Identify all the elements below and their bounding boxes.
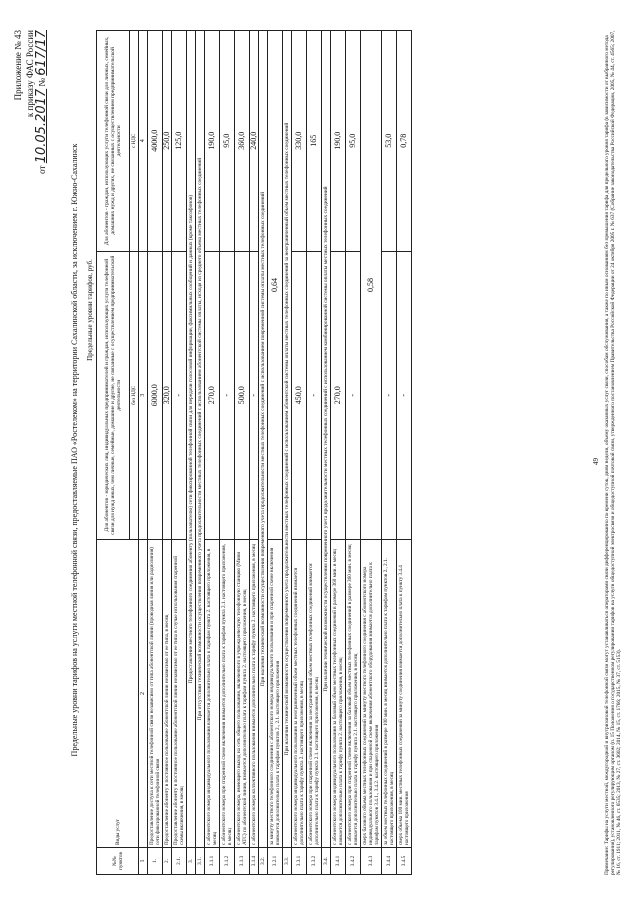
row-number: 3.1.2	[220, 848, 235, 875]
column-index: 4	[139, 31, 148, 252]
service-name: Предоставление абоненту в постоянное пользование абонентской линии независимо от ее типа, в месяц	[163, 540, 172, 848]
row-number: 3.	[187, 848, 196, 875]
units-label: Предельные уровни тарифов, руб.	[86, 259, 94, 361]
section-row	[196, 31, 205, 875]
table-row	[163, 31, 172, 875]
section-heading: Предоставление местного телефонного соединения абоненту (пользователю) сети фиксированной телефонной связи для передачи голосовой информации, факсимильных сообщений и данных (кроме таксофонов)	[187, 31, 196, 848]
number-prefix: №	[37, 78, 47, 87]
row-number: 3.4.4	[382, 848, 397, 875]
row-number: 1.	[148, 848, 163, 875]
row-number: 3.3.2	[307, 848, 322, 875]
tariff-value-b: 4000,0	[148, 31, 163, 252]
section-row	[259, 31, 268, 875]
col-a-header: Для абонентов - юридических лиц, индивидуальных предпринимателей и граждан, использующих услуги телефонной связи для нужд иных, чем личные, семейные, домашние и другие, не связанные с осуществлением предпринимательской деятельности	[97, 251, 130, 539]
table-row	[220, 31, 235, 875]
tariff-value-b: 250,0	[163, 31, 172, 252]
service-name: за минуту местного телефонного соединения с абонентского номера индивидуального пользования и при спаренной схеме включения взимается дополнительно плата к тарифам пунктов 2., 2.1. настоящего приложения	[268, 540, 283, 848]
row-number: 2.	[163, 848, 172, 875]
footnote-text: Тарифы на услуги местной, междугородной и внутризоновой телефонной связи могут устанавливаться операторами связи дифференцированно по времени суток, дням недели, объему оказанных услуг связи, способам обслуживания, а также по иным основаниям без превышения тарифа для предельного уровня тарифа (в зависимости от выбранного метода регулирования), установленного регулирующим органом (п. 15 Положения о государственном регулировании тарифов на услуги общедоступной электросвязи и общедоступной почтовой связи, утвержденного постановлением Правительства Российской Федерации от 24 октября 2005 г. № 637 (Собрание законодательства Российской Федерации, 2005, № 44, ст. 4565; 2007, № 16, ст. 1911; 2011, № 46, ст. 6535; 2013, № 27, ст. 3602; 2014, № 15, ст. 1766; 2015, № 37, ст. 5153).	[604, 30, 623, 875]
service-name: с абонентского номера коллективного пользования взимается дополнительно плата к тарифу пункта 2. настоящего приложения, в месяц	[250, 540, 259, 848]
table-row	[331, 31, 346, 875]
footnote	[604, 30, 623, 875]
col-b-subheader: с НДС	[130, 31, 139, 252]
row-number: 3.1.	[196, 848, 205, 875]
tariff-value-b: 95,0	[220, 31, 235, 252]
section-heading: При отсутствии технической возможности осуществления повременного учета продолжительности местных телефонных соединений с использованием абонентской системы оплаты, исходя из среднего объема местных телефонных соединений	[196, 31, 205, 848]
row-number: 3.3.	[283, 848, 292, 875]
row-number: 3.4.2	[346, 848, 361, 875]
date-prefix: от	[37, 165, 47, 174]
table-row	[235, 31, 250, 875]
section-heading: При наличии технической возможности осуществления повременного учета продолжительности местных телефонных соединений с использованием повременной системы оплаты местных телефонных соединений	[259, 31, 268, 848]
col-b-header: Для абонентов - граждан, использующих услуги телефонной связи для личных, семейных, домашних нужд и других, не связанных с осуществлением предпринимательской деятельности	[97, 31, 130, 252]
tariff-value-a: -	[250, 251, 259, 539]
order-date-line	[36, 30, 48, 240]
column-index: 2	[139, 540, 148, 848]
tariff-value: 0,64	[268, 31, 283, 540]
row-number: 2.1.	[172, 848, 187, 875]
section-heading: При наличии технической возможности осуществления повременного учета продолжительности местных телефонных соединений с использованием комбинированной системы оплаты местных телефонных соединений	[322, 31, 331, 848]
row-number: 3.1.1	[205, 848, 220, 875]
tariff-value-b: 53,0	[382, 31, 397, 252]
section-row	[187, 31, 196, 875]
tariff-value-b: 190,0	[331, 31, 346, 252]
table-row	[148, 31, 163, 875]
tariff-value-a: -	[307, 251, 322, 539]
table-row	[172, 31, 187, 875]
tariff-value-b: 95,0	[346, 31, 361, 252]
service-name: за объем местных телефонных соединений в размере 100 мин. в месяц взимается дополнительно плата к тарифам пунктов 2., 2.1. настоящего приложения, в месяц	[382, 540, 397, 848]
table-row	[292, 31, 307, 875]
tariff-value-a: -	[220, 251, 235, 539]
tariff-rows	[148, 31, 412, 875]
service-name: сверх объема 100 мин. местных телефонных соединений за минуту соединения взимается дополнительно плата к пункту 3.4.4 настоящего приложения	[397, 540, 412, 848]
table-row	[250, 31, 259, 875]
row-number: 3.2.	[259, 848, 268, 875]
order-label: к приказу ФАС России	[25, 30, 35, 118]
tariff-value-a: -	[382, 251, 397, 539]
tariff-value-a: -	[172, 251, 187, 539]
service-name: с абонентского номера при спаренной схеме включения за базовый объем местных телефонных соединений в размере 360 мин. в месяц взимается дополнительно плата к тарифу пункта 2.1. настоящего приложения, в месяц	[346, 540, 361, 848]
service-name: с абонентского номера индивидуального пользования взимается дополнительно плата к тарифам пункта 2. настоящего приложения, в месяц	[205, 540, 220, 848]
column-index: 3	[139, 251, 148, 539]
section-row	[322, 31, 331, 875]
tariff-value-a: 270,0	[331, 251, 346, 539]
approval-header	[12, 30, 48, 240]
service-name: с абонентского номера индивидуального пользования за неограниченный объем местных телефонных соединений взимается дополнительно плата к тарифу пункта 2. настоящего приложения, в месяц	[292, 540, 307, 848]
document-title: Предельные уровни тарифов на услуги местной телефонной связи, предоставляемые ПАО «Ростелеком» на территории Сахалинской области, за исключением г. Южно-Сахалинск	[70, 143, 79, 757]
service-name: Предоставление доступа к сети местной телефонной связи независимо от типа абонентской линии (проводная линия или радиолиния) сети фиксированной телефонной связи	[148, 540, 163, 848]
tariff-value-a: 500,0	[235, 251, 250, 539]
service-name: сверх базового объема местных телефонных соединений за минуту местного телефонного соединения с абонентского номера индивидуального пользования и при спаренной схеме включения абонентского оборудования взимается дополнительно плата к тарифам пунктов 3.4.1., 3.4.2. настоящего приложения	[361, 540, 382, 848]
column-index-row	[139, 31, 148, 875]
table-row	[307, 31, 322, 875]
service-name: с абонентского номера при спаренной схеме включения взимается дополнительно плата к тарифам пункта 2.1. настоящего приложения, в месяц	[220, 540, 235, 848]
tariff-value-b: 240,0	[250, 31, 259, 252]
tariff-value-a: 6000,0	[148, 251, 163, 539]
row-number: 3.4.1	[331, 848, 346, 875]
tariff-value-a: 320,0	[163, 251, 172, 539]
section-heading: При наличии технической возможности осуществления повременного учета продолжительности местных телефонных соединений с использованием абонентской системы оплаты местных телефонных соединений за неограниченный объем местных телефонных соединений	[283, 31, 292, 848]
appendix-label: Приложение № 43	[13, 30, 23, 101]
tariff-value: 0,58	[361, 31, 382, 540]
tariff-value-b: 125,0	[172, 31, 187, 252]
row-number: 3.1.4	[250, 848, 259, 875]
service-name: с абонентского номера индивидуального пользования за базовый объем местных телефонных соединений в размере 360 мин. в месяц взимается дополнительно плата к тарифу пункта 2. настоящего приложения, в месяц	[331, 540, 346, 848]
col-name-header: Виды услуг	[97, 540, 139, 848]
service-name: с абонентского номера, имеющего выход на сеть общего пользования, включенного в учрежденческую телефонную станцию (Мини АТС) по абонентской линии, взимается дополнительно плата к тарифам пункта 2. настоящего приложения, в месяц	[235, 540, 250, 848]
section-row	[283, 31, 292, 875]
col-a-subheader: без НДС	[130, 251, 139, 539]
table-row	[397, 31, 412, 875]
row-number: 3.4.	[322, 848, 331, 875]
tariff-value-a: -	[346, 251, 361, 539]
table-row	[346, 31, 361, 875]
tariff-table	[96, 30, 412, 875]
row-number: 3.3.1	[292, 848, 307, 875]
tariff-value-b: 165	[307, 31, 322, 252]
row-number: 3.4.5	[397, 848, 412, 875]
tariff-value-a: 450,0	[292, 251, 307, 539]
table-row	[361, 31, 382, 875]
tariff-value-a: 270,0	[205, 251, 220, 539]
table-row	[268, 31, 283, 875]
tariff-value-b: 330,0	[292, 31, 307, 252]
tariff-value-b: 0,78	[397, 31, 412, 252]
row-number: 3.4.3	[361, 848, 382, 875]
table-row	[382, 31, 397, 875]
page-number: 49	[592, 458, 600, 465]
tariff-value-a: -	[397, 251, 412, 539]
footnote-label: Примечание:	[604, 845, 610, 875]
service-name: с абонентского номера при спаренной схеме включения за неограниченный объем местных телефонных соединений взимается дополнительно плата к тарифу пункта 2.1. настоящего приложения, в месяц	[307, 540, 322, 848]
row-number: 3.2.1	[268, 848, 283, 875]
order-number: 617/17	[34, 30, 49, 76]
table-row	[205, 31, 220, 875]
column-index: 1	[139, 848, 148, 875]
row-number: 3.1.3	[235, 848, 250, 875]
col-num-header: №№ пунктов	[97, 848, 139, 875]
tariff-value-b: 360,0	[235, 31, 250, 252]
order-date: 10.05.2017	[34, 88, 49, 164]
service-name: Предоставление абоненту в постоянное пользование абонентской линии независимо от ее типа в случае использования спаренной схемы включения, в месяц	[172, 540, 187, 848]
tariff-value-b: 190,0	[205, 31, 220, 252]
